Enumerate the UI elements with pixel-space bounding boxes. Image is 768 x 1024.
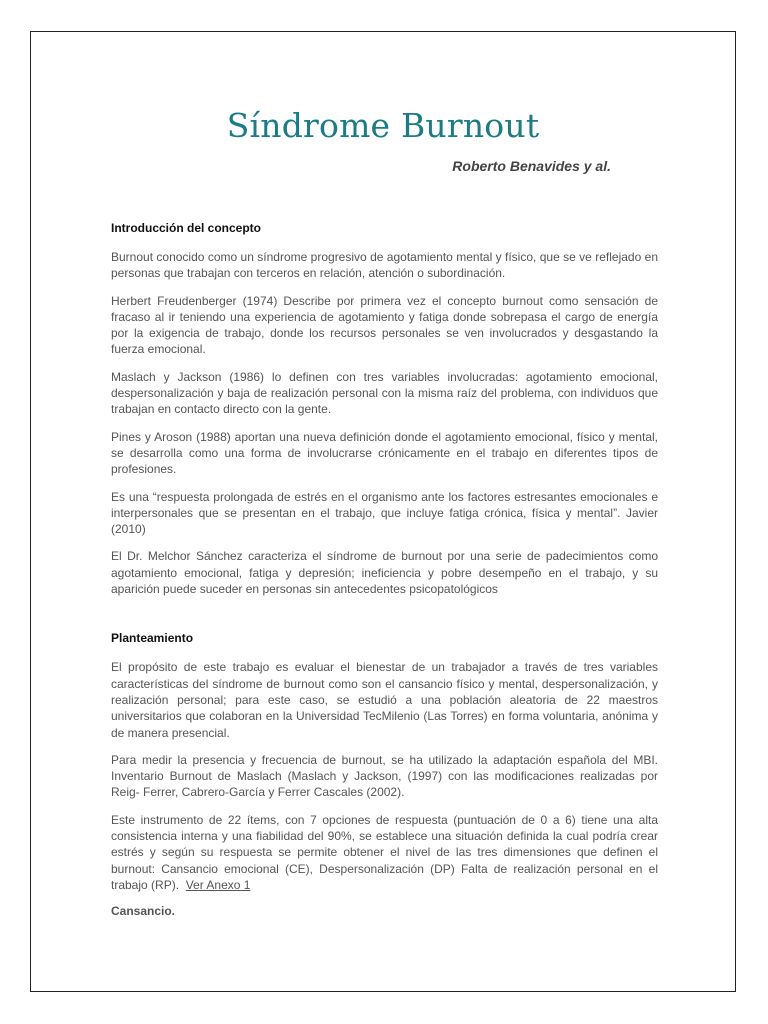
section-heading: Introducción del concepto	[111, 221, 262, 235]
document-title: Síndrome Burnout	[226, 106, 540, 145]
section-heading: Planteamiento	[111, 631, 194, 646]
paragraph: Es una “respuesta prolongada de estrés en el organismo ante los factores estresantes emocionales e interpersonales que se presentan en el trabajo, que incluye fatiga crónica, física y mental”. Javier (2010)	[111, 489, 658, 537]
paragraph-text: Este instrumento de 22 ítems, con 7 opciones de respuesta (puntuación de 0 a 6) tiene una alta consistencia interna y una fiabilidad del 90%, se establece una situación definida la cual podría crear estrés y según su respuesta se permite obtener el nivel de las tres dimensiones que definen el burnout: Cansancio emocional (CE), Despersonalización (DP) Falta de realización personal en el trabajo (RP).	[111, 812, 658, 892]
paragraph: El propósito de este trabajo es evaluar el bienestar de un trabajador a través de tres variables características del síndrome de burnout como son el cansancio físico y mental, despersonalización, y realización personal; para este caso, se estudió a una población aleatoria de 22 maestros universitarios que colaboran en la Universidad TecMilenio (Las Torres) en forma voluntaria, anónima y de manera presencial.	[111, 660, 658, 740]
document-body	[111, 220, 658, 918]
paragraph: Para medir la presencia y frecuencia de burnout, se ha utilizado la adaptación española del MBI. Inventario Burnout de Maslach (Maslach y Jackson, (1997) con las modificaciones realizadas por Reig- Ferrer, Cabrero-García y Ferrer Cascales (2002).	[111, 752, 658, 800]
section-spacer	[111, 608, 658, 630]
paragraph: Pines y Aroson (1988) aportan una nueva definición donde el agotamiento emocional, físico y mental, se desarrolla como una forma de involucrarse crónicamente en el trabajo en diferentes tipos de profesiones.	[111, 429, 658, 477]
paragraph: Herbert Freudenberger (1974) Describe por primera vez el concepto burnout como sensación de fracaso al ir teniendo una experiencia de agotamiento y fatiga donde sobrepasa el cargo de energía por la exigencia de trabajo, donde los recursos personales se ven involucrados y desgastando la fuerza emocional.	[111, 293, 658, 357]
section-heading-cansancio: Cansancio.	[111, 904, 176, 919]
document-page	[30, 31, 736, 992]
paragraph: Maslach y Jackson (1986) lo definen con tres variables involucradas: agotamiento emocional, despersonalización y baja de realización personal con la misma raíz del problema, con individuos que trabajan en contacto directo con la gente.	[111, 369, 658, 417]
paragraph-with-link	[111, 812, 658, 893]
section-introduccion	[111, 220, 658, 597]
paragraph: Burnout conocido como un síndrome progresivo de agotamiento mental y físico, que se ve reflejado en personas que trabajan con terceros en relación, atención o subordinación.	[111, 250, 658, 281]
section-planteamiento	[111, 630, 658, 893]
paragraph: El Dr. Melchor Sánchez caracteriza el síndrome de burnout por una serie de padecimientos como agotamiento emocional, fatiga y depresión; ineficiencia y pobre desempeño en el trabajo, y su aparición puede suceder en personas sin antecedentes psicopatológicos	[111, 549, 658, 597]
document-author: Roberto Benavides y al.	[452, 158, 611, 174]
annex-link[interactable]: Ver Anexo 1	[185, 877, 251, 892]
